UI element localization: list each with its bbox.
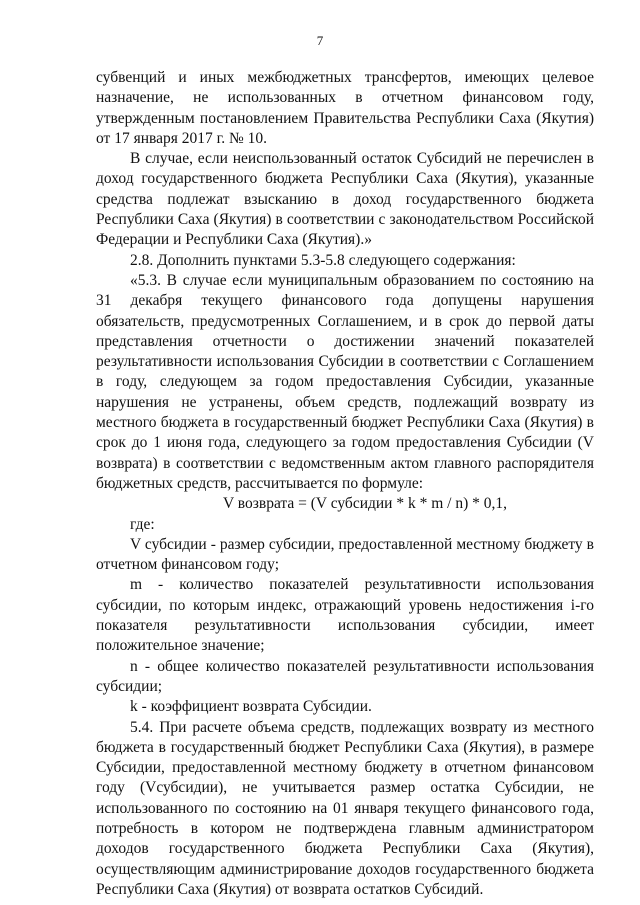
refund-formula: V возврата = (V субсидии * k * m / n) * 0,1, (223, 495, 507, 513)
paragraph-clause-5-4: 5.4. При расчете объема средств, подлежащих возврату из местного бюджета в государственный бюджет Республики Саха (Якутия), в размере Субсидии, предоставленной местному бюджету в отчетном финансовом году (Vсубсидии), не учитывается размер остатка Субсидии, не использованного по состоянию на 01 января текущего финансового года, потребность в котором не подтверждена главным администратором доходов государственного бюджета Республики Саха (Якутия), осуществляющим администрирование доходов государственного бюджета Республики Саха (Якутия) от возврата остатков Субсидий. (96, 718, 594, 898)
paragraph-amendment-2-8: 2.8. Дополнить пунктами 5.3-5.8 следующего содержания: (130, 251, 516, 269)
paragraph-continuation: субвенций и иных межбюджетных трансфертов, имеющих целевое назначение, не использованных в отчетном финансовом году, утвержденным постановлением Правительства Республики Саха (Якутия) от 17 января 2017 г. № 10. (96, 69, 594, 147)
document-body (96, 68, 594, 900)
paragraph-clause-5-3: «5.3. В случае если муниципальным образованием по состоянию на 31 декабря текущего финансового года допущены нарушения обязательств, предусмотренных Соглашением, и в срок до первой даты представления отчетности о достижении значений показателей результативности использования Субсидии в соответствии с Соглашением в году, следующем за годом предоставления Субсидии, указанные нарушения не устранены, объем средств, подлежащий возврату из местного бюджета в государственный бюджет Республики Саха (Якутия) в срок до 1 июня года, следующего за годом предоставления Субсидии (V возврата) в соответствии с ведомственным актом главного распорядителя бюджетных средств, рассчитывается по формуле: (96, 271, 594, 492)
definition-m: m - количество показателей результативности использования субсидии, по которым индекс, отражающий уровень недостижения i-го показателя результативности использования субсидии, имеет положительное значение; (96, 576, 594, 655)
formula-where-label: где: (130, 515, 155, 533)
page-number: 7 (316, 33, 324, 48)
definition-k: k - коэффициент возврата Субсидии. (130, 698, 372, 716)
definition-v-subsidy: V субсидии - размер субсидии, предоставленной местному бюджету в отчетном финансовом году; (96, 535, 594, 574)
definition-n: n - общее количество показателей результативности использования субсидии; (96, 657, 594, 695)
paragraph-unused-balance: В случае, если неиспользованный остаток Субсидий не перечислен в доход государственного бюджета Республики Саха (Якутия), указанные средства подлежат взысканию в доход государственного бюджета Республики Саха (Якутия) в соответствии с законодательством Российской Федерации и Республики Саха (Якутия).» (96, 150, 594, 249)
